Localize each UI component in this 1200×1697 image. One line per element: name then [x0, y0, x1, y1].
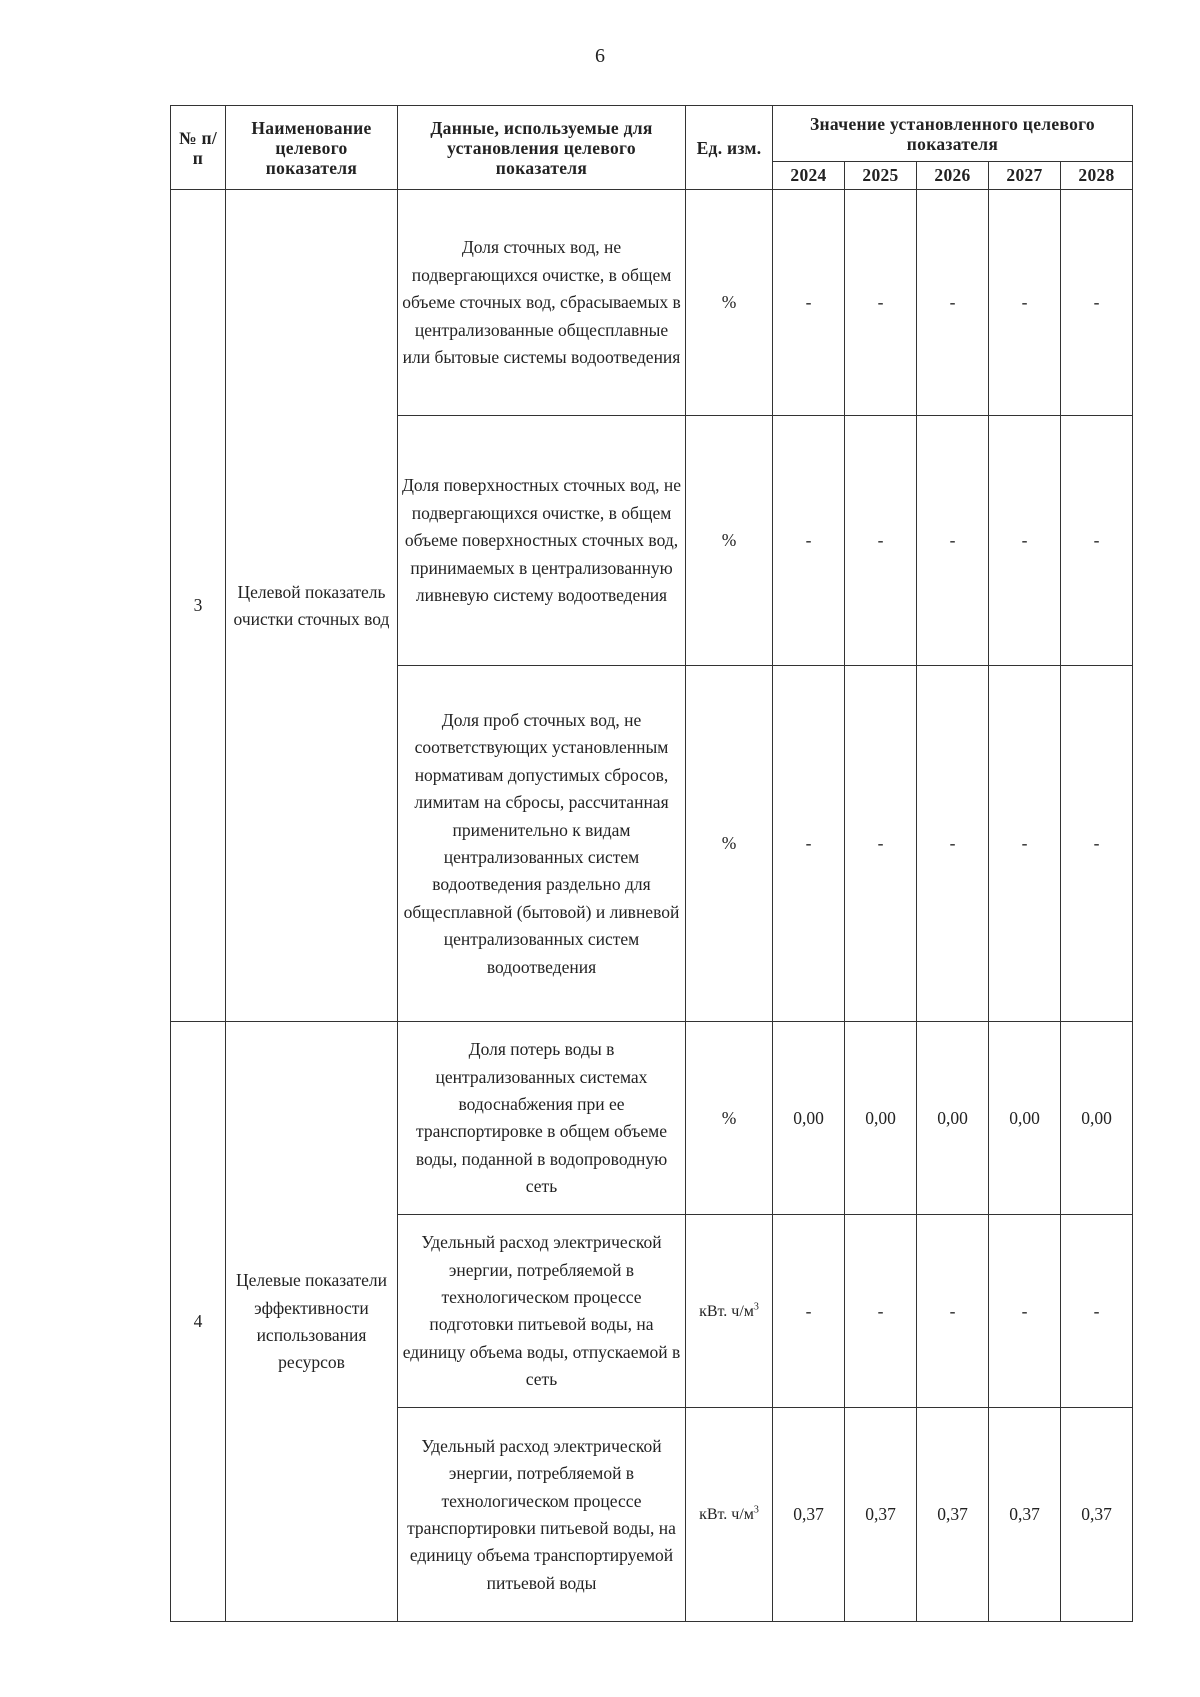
unit-cell: %	[686, 666, 773, 1022]
value-cell: -	[773, 416, 845, 666]
indicator-name: Целевой показатель очистки сточных вод	[226, 190, 398, 1022]
value-cell: -	[989, 190, 1061, 416]
unit-cell: %	[686, 1022, 773, 1215]
indicator-data: Доля сточных вод, не подвергающихся очистке, в общем объеме сточных вод, сбрасываемых в централизованные общесплавные или бытовые системы водоотведения	[398, 190, 686, 416]
unit-cell: %	[686, 416, 773, 666]
value-cell: 0,00	[989, 1022, 1061, 1215]
indicator-data: Доля проб сточных вод, не соответствующих установленным нормативам допустимых сбросов, лимитам на сбросы, рассчитанная применительно к видам централизованных систем водоотведения раздельно для общесплавной (бытовой) и ливневой централизованных систем водоотведения	[398, 666, 686, 1022]
indicator-data: Доля потерь воды в централизованных системах водоснабжения при ее транспортировке в общем объеме воды, поданной в водопроводную сеть	[398, 1022, 686, 1215]
value-cell: -	[1061, 1215, 1133, 1408]
value-cell: 0,37	[845, 1408, 917, 1622]
header-year: 2024	[773, 162, 845, 190]
header-year: 2028	[1061, 162, 1133, 190]
unit-cell: %	[686, 190, 773, 416]
value-cell: -	[845, 190, 917, 416]
unit-cell	[686, 1215, 773, 1408]
header-num: № п/п	[171, 106, 226, 190]
value-cell: -	[989, 666, 1061, 1022]
value-cell: -	[917, 666, 989, 1022]
value-cell: 0,00	[845, 1022, 917, 1215]
value-cell: -	[773, 666, 845, 1022]
value-cell: -	[845, 666, 917, 1022]
row-num: 4	[171, 1022, 226, 1622]
target-indicators-table	[170, 105, 1133, 1622]
page-number: 6	[595, 45, 605, 67]
value-cell: 0,37	[917, 1408, 989, 1622]
value-cell: -	[845, 1215, 917, 1408]
indicator-name: Целевые показатели эффективности использования ресурсов	[226, 1022, 398, 1622]
value-cell: -	[917, 1215, 989, 1408]
value-cell: 0,37	[1061, 1408, 1133, 1622]
header-year: 2026	[917, 162, 989, 190]
value-cell: -	[989, 1215, 1061, 1408]
value-cell: 0,00	[773, 1022, 845, 1215]
value-cell: -	[773, 190, 845, 416]
header-unit: Ед. изм.	[686, 106, 773, 190]
header-value-group: Значение установленного целевого показателя	[773, 106, 1133, 162]
unit-cell	[686, 1408, 773, 1622]
value-cell: -	[773, 1215, 845, 1408]
value-cell: -	[1061, 666, 1133, 1022]
value-cell: 0,00	[1061, 1022, 1133, 1215]
value-cell: 0,37	[773, 1408, 845, 1622]
header-name: Наименование целевого показателя	[226, 106, 398, 190]
row-num: 3	[171, 190, 226, 1022]
value-cell: 0,00	[917, 1022, 989, 1215]
unit-text: кВт. ч/м	[699, 1506, 754, 1524]
header-year: 2025	[845, 162, 917, 190]
header-year: 2027	[989, 162, 1061, 190]
unit-superscript: 3	[753, 1505, 759, 1517]
value-cell: -	[917, 416, 989, 666]
value-cell: -	[1061, 416, 1133, 666]
value-cell: 0,37	[989, 1408, 1061, 1622]
value-cell: -	[845, 416, 917, 666]
unit-text: кВт. ч/м	[699, 1302, 754, 1320]
table-row	[171, 190, 1133, 416]
indicator-data: Удельный расход электрической энергии, потребляемой в технологическом процессе подготовки питьевой воды, на единицу объема воды, отпускаемой в сеть	[398, 1215, 686, 1408]
unit-superscript: 3	[753, 1301, 759, 1313]
indicator-data: Доля поверхностных сточных вод, не подвергающихся очистке, в общем объеме поверхностных сточных вод, принимаемых в централизованную ливневую систему водоотведения	[398, 416, 686, 666]
value-cell: -	[917, 190, 989, 416]
header-data: Данные, используемые для установления целевого показателя	[398, 106, 686, 190]
value-cell: -	[1061, 190, 1133, 416]
value-cell: -	[989, 416, 1061, 666]
indicator-data: Удельный расход электрической энергии, потребляемой в технологическом процессе транспортировки питьевой воды, на единицу объема транспортируемой питьевой воды	[398, 1408, 686, 1622]
table-row	[171, 1022, 1133, 1215]
